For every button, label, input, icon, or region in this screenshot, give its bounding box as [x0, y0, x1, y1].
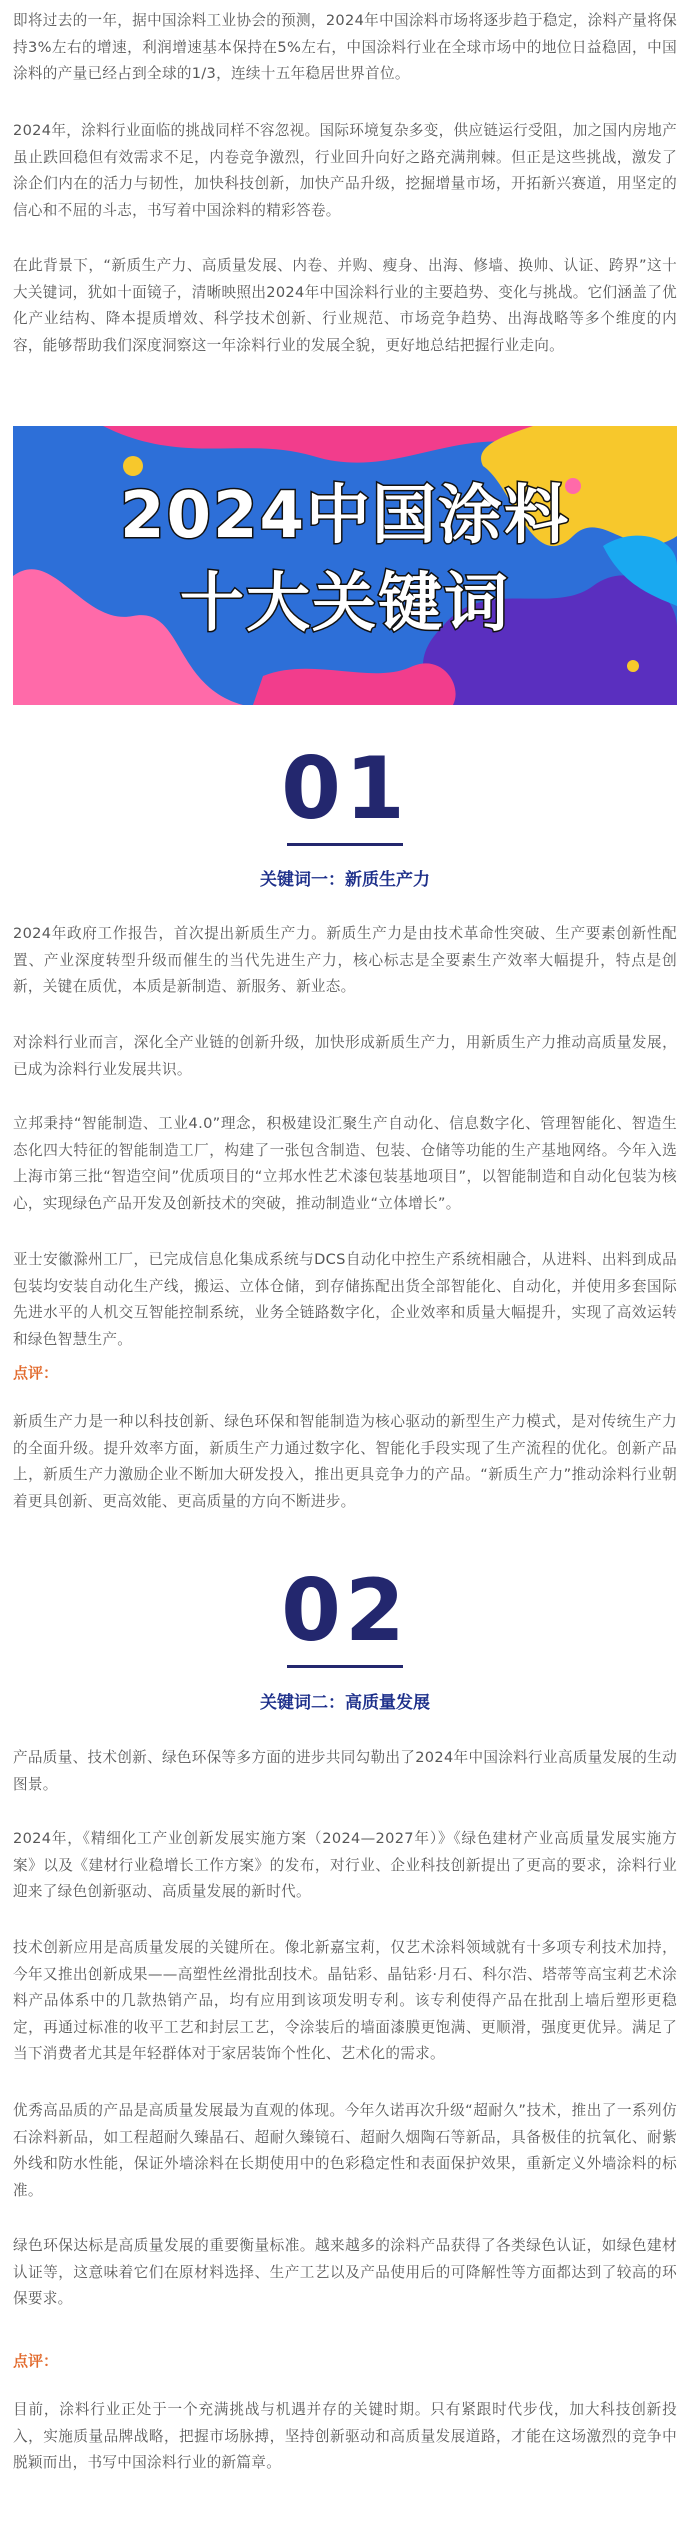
section-1-comment: 新质生产力是一种以科技创新、绿色环保和智能制造为核心驱动的新型生产力模式，是对传统生产力的全面升级。提升效率方面，新质生产力通过数字化、智能化手段实现了生产流程的优化。创新产品上，新质生产力激励企业不断加大研发投入，推出更具竞争力的产品。“新质生产力”推动涂料行业朝着更具创新、更高效能、更高质量的方向不断进步。	[13, 1413, 677, 1510]
section-2-comment-label: 点评：	[13, 2352, 59, 2370]
section-1-paragraph-4: 亚士安徽滁州工厂，已完成信息化集成系统与DCS自动化中控生产系统相融合，从进料、出料到成品包装均安装自动化生产线，搬运、立体仓储，到存储拣配出货全部智能化、自动化，并使用多套国际先进水平的人机交互智能控制系统，业务全链路数字化，企业效率和质量大幅提升，实现了高效运转和绿色智慧生产。	[13, 1251, 677, 1348]
intro-paragraph-2: 2024年，涂料行业面临的挑战同样不容忽视。国际环境复杂多变，供应链运行受阻，加之国内房地产虽止跌回稳但有效需求不足，内卷竞争激烈，行业回升向好之路充满荆棘。但正是这些挑战，激发了涂企们内在的活力与韧性，加快科技创新，加快产品升级，挖掘增量市场，开拓新兴赛道，用坚定的信心和不屈的斗志，书写着中国涂料的精彩答卷。	[13, 122, 677, 219]
intro-paragraph-3: 在此背景下，“新质生产力、高质量发展、内卷、并购、瘦身、出海、修墙、换帅、认证、跨界”这十大关键词，犹如十面镜子，清晰映照出2024年中国涂料行业的主要趋势、变化与挑战。它们涵盖了优化产业结构、降本提质增效、科学技术创新、行业规范、市场竞争趋势、出海战略等多个维度的内容，能够帮助我们深度洞察这一年涂料行业的发展全貌，更好地总结把握行业走向。	[13, 257, 677, 354]
section-2-paragraph-3: 技术创新应用是高质量发展的关键所在。像北新嘉宝莉，仅艺术涂料领域就有十多项专利技术加持，今年又推出创新成果——高塑性丝滑批刮技术。晶钻彩、晶钻彩·月石、科尔浩、塔蒂等高宝莉艺术涂料产品体系中的几款热销产品，均有应用到该项发明专利。该专利使得产品在批刮上墙后塑形更稳定，再通过标准的收平工艺和封层工艺，令涂装后的墙面漆膜更饱满、更顺滑，强度更优异。满足了当下消费者尤其是年轻群体对于家居装饰个性化、艺术化的需求。	[13, 1939, 677, 2063]
section-2-paragraph-4: 优秀高品质的产品是高质量发展最为直观的体现。今年久诺再次升级“超耐久”技术，推出了一系列仿石涂料新品，如工程超耐久臻晶石、超耐久臻镜石、超耐久烟陶石等新品，具备极佳的抗氧化、耐紫外线和防水性能，保证外墙涂料在长期使用中的色彩稳定性和表面保护效果，重新定义外墙涂料的标准。	[13, 2102, 677, 2199]
section-2-paragraph-2: 2024年，《精细化工产业创新发展实施方案（2024—2027年）》《绿色建材产业高质量发展实施方案》以及《建材行业稳增长工作方案》的发布，对行业、企业科技创新提出了更高的要求，涂料行业迎来了绿色创新驱动、高质量发展的新时代。	[13, 1830, 677, 1901]
section-2-paragraph-5: 绿色环保达标是高质量发展的重要衡量标准。越来越多的涂料产品获得了各类绿色认证，如绿色建材认证等，这意味着它们在原材料选择、生产工艺以及产品使用后的可降解性等方面都达到了较高的环保要求。	[13, 2237, 677, 2308]
banner-title-line-2: 十大关键词	[180, 567, 510, 641]
section-2-paragraph-1: 产品质量、技术创新、绿色环保等多方面的进步共同勾勒出了2024年中国涂料行业高质量发展的生动图景。	[13, 1749, 677, 1793]
section-1-title: 关键词一：新质生产力	[260, 870, 430, 890]
section-1-paragraph-1: 2024年政府工作报告，首次提出新质生产力。新质生产力是由技术革命性突破、生产要素创新性配置、产业深度转型升级而催生的当代先进生产力，核心标志是全要素生产效率大幅提升，特点是创新，关键在质优，本质是新制造、新服务、新业态。	[13, 925, 677, 996]
section-1-paragraph-2: 对涂料行业而言，深化全产业链的创新升级，加快形成新质生产力，用新质生产力推动高质量发展，已成为涂料行业发展共识。	[13, 1034, 677, 1078]
section-1-comment-label: 点评：	[13, 1364, 59, 1382]
keywords-banner	[13, 426, 677, 705]
intro-paragraph-1: 即将过去的一年，据中国涂料工业协会的预测，2024年中国涂料市场将逐步趋于稳定，涂料产量将保持3%左右的增速，利润增速基本保持在5%左右，中国涂料行业在全球市场中的地位日益稳固，中国涂料的产量已经占到全球的1/3，连续十五年稳居世界首位。	[13, 12, 677, 83]
section-2-comment: 目前，涂料行业正处于一个充满挑战与机遇并存的关键时期。只有紧跟时代步伐，加大科技创新投入，实施质量品牌战略，把握市场脉搏，坚持创新驱动和高质量发展道路，才能在这场激烈的竞争中脱颖而出，书写中国涂料行业的新篇章。	[13, 2401, 677, 2472]
section-2-number: 02	[281, 1561, 409, 1661]
section-1-divider	[287, 843, 403, 846]
section-1-number: 01	[281, 739, 409, 839]
banner-title-line-1: 2024中国涂料	[119, 479, 571, 553]
section-2-title: 关键词二：高质量发展	[260, 1693, 430, 1713]
section-1-paragraph-3: 立邦秉持“智能制造、工业4.0”理念，积极建设汇聚生产自动化、信息数字化、管理智能化、智造生态化四大特征的智能制造工厂，构建了一张包含制造、包装、仓储等功能的生产基地网络。今年入选上海市第三批“智造空间”优质项目的“立邦水性艺术漆包装基地项目”，以智能制造和自动化包装为核心，实现绿色产品开发及创新技术的突破，推动制造业“立体增长”。	[13, 1115, 677, 1212]
section-2-divider	[287, 1665, 403, 1668]
